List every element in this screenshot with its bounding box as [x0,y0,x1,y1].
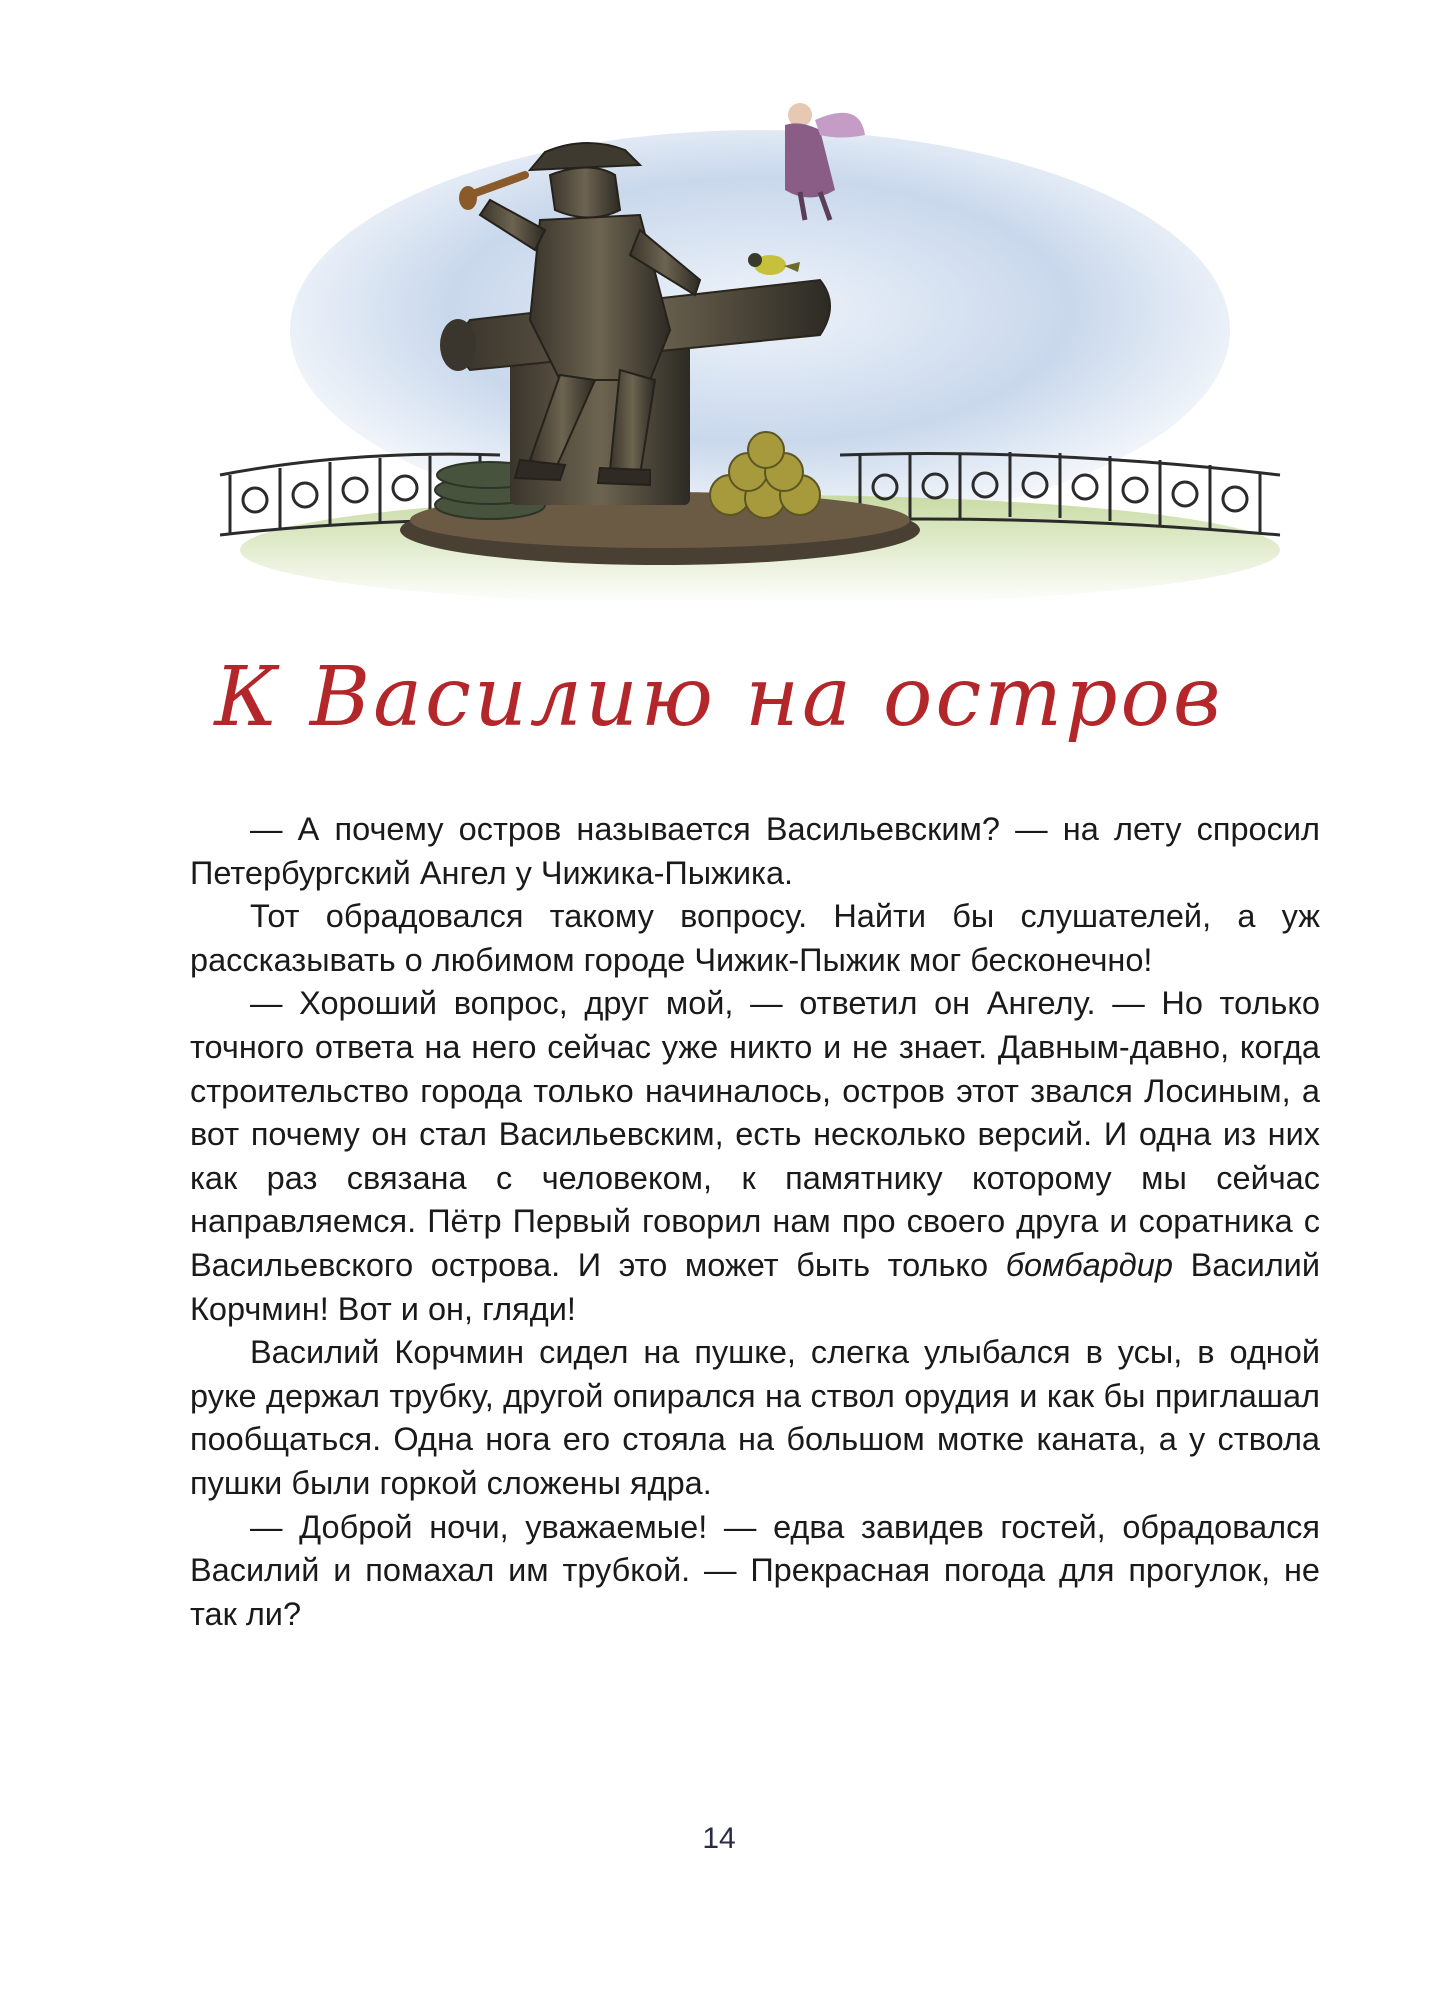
story-text [190,808,1320,1636]
paragraph-3-text-after: Василий Корчмин! Вот и он, гляди! [190,1246,1320,1327]
paragraph-2: Тот обрадовался такому вопросу. Найти бы слушателей, а уж рассказывать о любимом городе Чижик-Пыжик мог бесконечно! [190,898,1320,978]
paragraph-3-text-before: — Хороший вопрос, друг мой, — ответил он Ангелу. — Но только точного ответа на него сейчас уже никто и не знает. Давным-давно, когда строительство города только начиналось, остров этот звался Лосиным, а вот почему он стал Васильевским, есть несколько версий. И одна из них как раз связана с человеком, к памятнику которому мы сейчас направляемся. Пётр Первый говорил нам про своего друга и соратника с Васильевского острова. И это может быть только [190,985,1320,1283]
paragraph-3 [190,982,1320,1331]
chapter-title: К Василию на остров [214,650,1224,745]
paragraph-5: — Доброй ночи, уважаемые! — едва завидев гостей, обрадовался Василий и помахал им трубкой. — Прекрасная погода для прогулок, не так ли? [190,1508,1320,1632]
paragraph-4: Василий Корчмин сидел на пушке, слегка улыбался в усы, в одной руке держал трубку, другой опирался на ствол орудия и как бы приглашал пообщаться. Одна нога его стояла на большом мотке каната, а у ствола пушки были горкой сложены ядра. [190,1334,1320,1501]
paragraph-3-emphasis: бомбардир [1005,1246,1173,1283]
illustration-korchmin-monument [200,80,1300,600]
illustration-svg [200,80,1300,600]
page-number: 14 [702,1822,736,1855]
paragraph-1: — А почему остров называется Васильевским? — на лету спросил Петербургский Ангел у Чижика-Пыжика. [190,811,1320,891]
